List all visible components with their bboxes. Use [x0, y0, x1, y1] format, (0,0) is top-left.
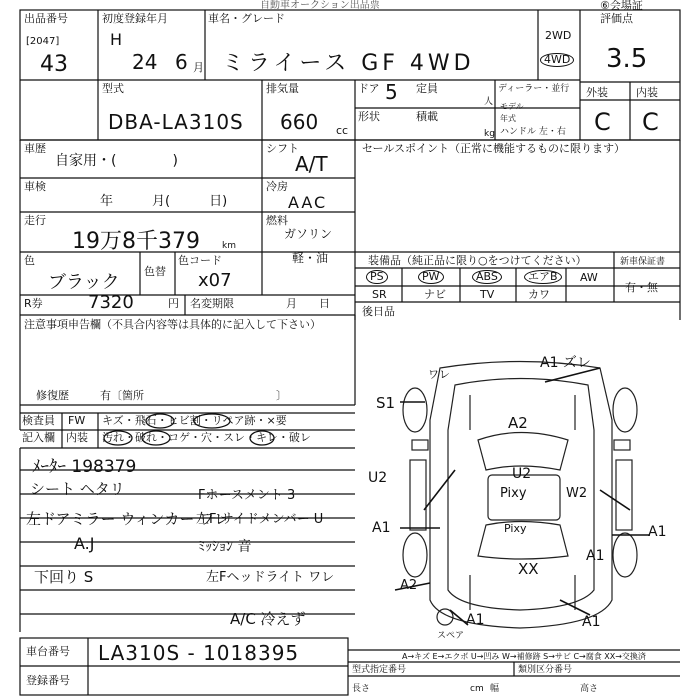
equip-tv: TV [480, 288, 495, 301]
handwritten-right-3: ﾐｯｼｮﾝ 音 [198, 539, 252, 555]
inspection-label: 車検 [24, 180, 46, 193]
color-change-label: 色替 [144, 265, 166, 278]
equip-abs: ABS [472, 270, 502, 284]
color-value: ブラック [48, 272, 120, 293]
warranty-value: 有・無 [625, 281, 658, 294]
equipment-label: 装備品（純正品に限り○をつけてください） [368, 254, 587, 267]
repair-history-label: 修復歴 [36, 389, 69, 402]
mark-xx: XX [518, 560, 539, 578]
handwritten-right-1: Fホースメント 3 [198, 488, 296, 503]
car-name: ミライース GF 4WD [222, 51, 475, 76]
form-title: 自動車オークション出品票 [260, 0, 380, 11]
score-label: 評価点 [600, 12, 633, 25]
ac-label: 冷房 [266, 180, 288, 193]
equip-ps: PS [366, 270, 388, 284]
reg-month: 6 [175, 50, 188, 74]
displacement: 660 [280, 110, 319, 134]
handwritten-right-2: 左F サイドメンバー U [196, 512, 324, 527]
equip-aw: AW [580, 271, 598, 284]
mark-pixy-1: Pixy [500, 486, 527, 501]
ac-value: AAC [288, 193, 328, 212]
inspector-interior-row: 汚れ・破れ・コゲ・穴・スレ・キレ・破レ [102, 431, 311, 444]
length-label: 長さ [352, 684, 371, 694]
displacement-label: 排気量 [266, 82, 299, 95]
mark-a1-right: A1 [648, 524, 667, 540]
inspector-fw-key: FW [68, 414, 86, 427]
usage-value: 自家用・( ) [55, 153, 178, 169]
score-value: 3.5 [606, 44, 648, 74]
person-unit: 人 [484, 97, 494, 107]
cc-unit: cc [336, 124, 349, 137]
lot-code: [2047] [26, 36, 60, 47]
mark-a1-rear-right: A1 [582, 614, 601, 630]
reg-year: 24 [132, 50, 158, 74]
mark-a1-left: A1 [372, 520, 391, 536]
mark-a1-rear: A1 [466, 612, 485, 628]
handwritten-line-1: ﾒｰﾀｰ 198379 [32, 457, 137, 477]
handwritten-line-5: 下回り S [34, 568, 94, 586]
shape-label: 形状 [358, 110, 380, 123]
mark-pixy-2: Pixy [504, 522, 527, 535]
model-code: DBA-LA310S [108, 110, 244, 134]
load-label: 積載 [416, 110, 438, 123]
handwritten-right-5: A/C 冷えず [230, 610, 306, 628]
handwritten-line-2: シート ヘタリ [30, 480, 125, 498]
type-designation-label: 型式指定番号 [352, 665, 407, 675]
warranty-label: 新車保証書 [620, 257, 666, 267]
fuel-other: 軽・油 [292, 251, 329, 265]
interior-label: 内装 [636, 86, 658, 99]
recycle-value: 7320 [88, 292, 134, 313]
spare-label: スペア [437, 631, 465, 641]
transfer-value: 月 日 [286, 297, 330, 310]
interior-grade: C [642, 108, 659, 136]
mark-u2-roof: U2 [512, 466, 532, 482]
registration-label: 初度登録年月 [102, 12, 168, 25]
repair-history-value: 有〔箇所 〕 [100, 389, 287, 402]
mileage-label: 走行 [24, 214, 46, 227]
mark-s1: S1 [376, 394, 396, 412]
chassis-number: LA310S - 1018395 [98, 641, 300, 665]
height-label: 高さ [580, 684, 599, 694]
equip-sr: SR [372, 288, 387, 301]
mark-a1-front: A1 ズレ [540, 355, 591, 371]
width-label: 幅 [490, 684, 500, 694]
inspector-fw-row: キズ・飛石・ヒビ割・リペア跡・×要 [102, 414, 287, 427]
month-unit: 月 [193, 61, 204, 74]
mark-w2: W2 [566, 486, 588, 501]
exterior-grade: C [594, 108, 611, 136]
inspector-label: 検査員 [22, 414, 55, 427]
later-items-label: 後日品 [362, 305, 395, 318]
era: H [110, 30, 123, 49]
inspector-interior-key: 内装 [66, 431, 88, 444]
km-unit: km [222, 241, 236, 251]
shift-value: A/T [295, 152, 328, 176]
equip-navi: ナビ [424, 288, 446, 301]
handwritten-line-4: A.J [74, 534, 95, 553]
handwritten-right-4: 左Fヘッドライト ワレ [206, 570, 335, 585]
car-name-label: 車名・グレード [208, 12, 285, 25]
handwritten-line-3: 左ドアミラー ウィンカー ワレ [26, 510, 230, 528]
usage-label: 車歴 [24, 142, 46, 155]
drive-4wd: 4WD [540, 53, 574, 67]
inspection-value: 年 月( 日) [100, 194, 228, 209]
lot-label: 出品番号 [24, 12, 68, 25]
drive-2wd: 2WD [545, 29, 572, 42]
handle-label: ハンドル 左・右 [500, 127, 566, 137]
door-count: 5 [385, 80, 398, 104]
damage-legend: A→キズ E→エクボ U→凹み W→補修跡 S→サビ C→腐食 XX→交換済 [402, 652, 646, 661]
capacity-label: 定員 [416, 82, 438, 95]
color-code-label: 色コード [178, 254, 222, 267]
recycle-label: R券 [24, 297, 43, 310]
notes-label: 注意事項申告欄（不具合内容等は具体的に記入して下さい） [24, 318, 321, 331]
mark-u2-left: U2 [368, 470, 388, 486]
venue-label: ⑥会場証 [600, 0, 643, 12]
plate-label: 登録番号 [26, 674, 70, 687]
length-unit: cm [470, 684, 484, 694]
model-year-label: モデル年式 [500, 102, 524, 123]
mark-a2-rear: A2 [400, 578, 418, 593]
lot-number: 43 [40, 52, 68, 77]
color-code: x07 [198, 270, 232, 291]
mileage-value: 19万8千379 [72, 229, 200, 254]
equip-pw: PW [418, 270, 444, 284]
mark-a1-right-rear: A1 [586, 548, 605, 564]
inspector-entry-label: 記入欄 [22, 431, 55, 444]
exterior-label: 外装 [586, 86, 608, 99]
mark-crack-front: ワレ [428, 368, 450, 381]
equip-airbag: エアB [524, 270, 562, 284]
fuel-label: 燃料 [266, 214, 288, 227]
mark-a2-hood: A2 [508, 414, 528, 432]
model-label: 型式 [102, 82, 124, 95]
kg-unit: kg [484, 129, 495, 139]
shift-label: シフト [266, 142, 299, 155]
fuel-gasoline: ガソリン [284, 227, 333, 241]
dealer-label: ディーラー・並行 [498, 84, 570, 94]
classification-label: 類別区分番号 [518, 665, 573, 675]
chassis-label: 車台番号 [26, 645, 70, 658]
transfer-label: 名変期限 [190, 297, 234, 310]
color-label: 色 [24, 254, 35, 267]
equip-leather: カワ [528, 288, 550, 301]
door-label: ドア [358, 82, 380, 95]
sales-point-label: セールスポイント（正常に機能するものに限ります） [362, 142, 626, 155]
yen-unit: 円 [168, 297, 179, 310]
